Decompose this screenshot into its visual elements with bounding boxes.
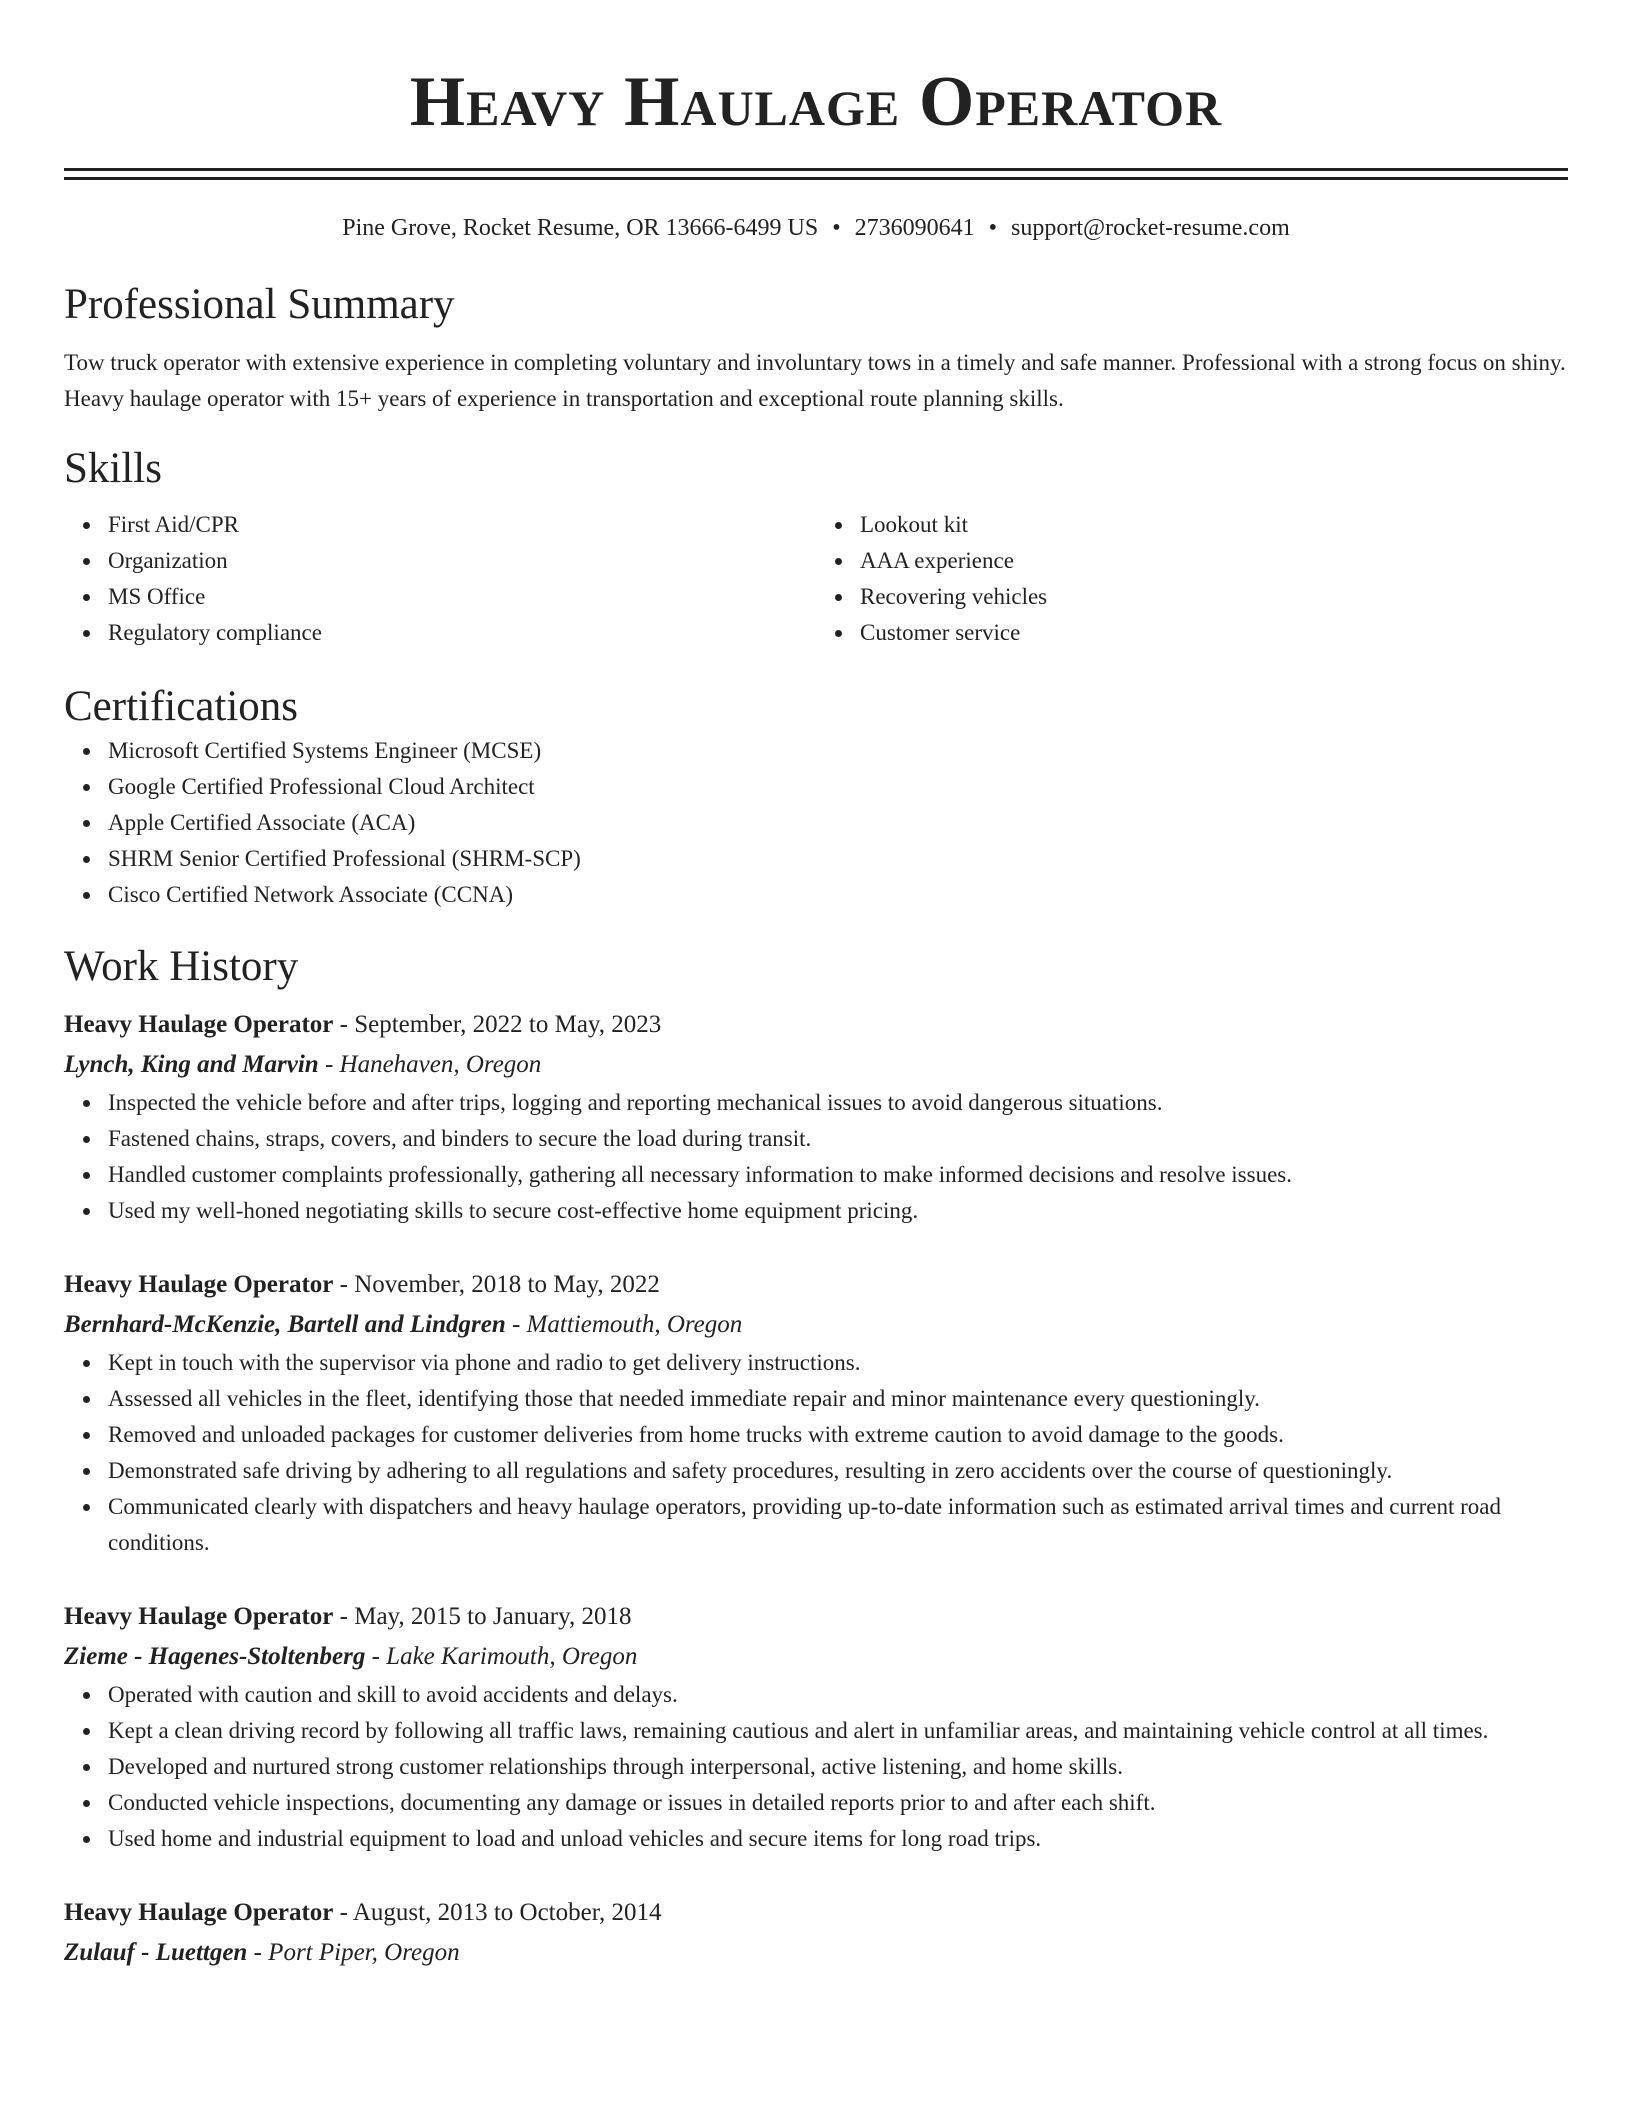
job-dates: - November, 2018 to May, 2022 — [333, 1271, 660, 1298]
skills-grid — [64, 507, 1568, 651]
job-dates: - August, 2013 to October, 2014 — [333, 1899, 662, 1926]
job-duty: Inspected the vehicle before and after trips, logging and reporting mechanical issues to avoid dangerous situations. — [108, 1085, 1568, 1121]
certification-item: Cisco Certified Network Associate (CCNA) — [108, 877, 1568, 913]
job-role: Heavy Haulage Operator — [64, 1603, 334, 1630]
job-duty: Fastened chains, straps, covers, and binders to secure the load during transit. — [108, 1121, 1568, 1157]
certification-item: Microsoft Certified Systems Engineer (MCSE) — [108, 733, 1568, 769]
job-entry — [64, 1893, 1568, 1973]
skill-item: Customer service — [860, 615, 1568, 651]
skill-item: AAA experience — [860, 543, 1568, 579]
contact-phone: 2736090641 — [854, 215, 975, 241]
job-company: Lynch, King and Marvin — [64, 1051, 319, 1078]
job-employer — [64, 1933, 1568, 1973]
job-company: Bernhard-McKenzie, Bartell and Lindgren — [64, 1311, 506, 1338]
job-location: - Hanehaven, Oregon — [318, 1051, 542, 1078]
job-duty: Used home and industrial equipment to load and unload vehicles and secure items for long road trips. — [108, 1821, 1568, 1857]
job-employer — [64, 1637, 1568, 1677]
job-header — [64, 1893, 1568, 1933]
certifications-heading: Certifications — [64, 683, 299, 730]
skill-item: Lookout kit — [860, 507, 1568, 543]
job-duty: Kept a clean driving record by following all traffic laws, remaining cautious and alert in unfamiliar areas, and maintaining vehicle control at all times. — [108, 1713, 1568, 1749]
job-duty: Kept in touch with the supervisor via phone and radio to get delivery instructions. — [108, 1345, 1568, 1381]
job-entry — [64, 1005, 1568, 1229]
job-company: Zieme - Hagenes-Stoltenberg — [64, 1643, 366, 1670]
job-role: Heavy Haulage Operator — [64, 1899, 334, 1926]
job-dates: - September, 2022 to May, 2023 — [333, 1011, 662, 1038]
job-duties-list — [64, 1677, 1568, 1857]
contact-separator: • — [832, 215, 841, 241]
job-duties-list — [64, 1345, 1568, 1561]
job-duty: Demonstrated safe driving by adhering to all regulations and safety procedures, resulting in zero accidents over the course of questioningly. — [108, 1453, 1568, 1489]
skill-item: Regulatory compliance — [108, 615, 816, 651]
job-duty: Developed and nurtured strong customer relationships through interpersonal, active listening, and home skills. — [108, 1749, 1568, 1785]
certification-item: Apple Certified Associate (ACA) — [108, 805, 1568, 841]
job-duty: Used my well-honed negotiating skills to secure cost-effective home equipment pricing. — [108, 1193, 1568, 1229]
skill-item: MS Office — [108, 579, 816, 615]
contact-address: Pine Grove, Rocket Resume, OR 13666-6499 US — [342, 215, 819, 241]
job-duty: Assessed all vehicles in the fleet, identifying those that needed immediate repair and minor maintenance every questioningly. — [108, 1381, 1568, 1417]
job-role: Heavy Haulage Operator — [64, 1011, 334, 1038]
skills-heading: Skills — [64, 445, 162, 492]
skill-item: Recovering vehicles — [860, 579, 1568, 615]
job-location: - Lake Karimouth, Oregon — [365, 1643, 638, 1670]
job-header — [64, 1265, 1568, 1305]
skills-column-left — [64, 507, 816, 651]
skill-item: Organization — [108, 543, 816, 579]
skills-column-right — [816, 507, 1568, 651]
job-employer — [64, 1305, 1568, 1345]
certifications-list — [64, 733, 1568, 913]
job-entry — [64, 1597, 1568, 1857]
job-location: - Port Piper, Oregon — [247, 1939, 460, 1966]
job-company: Zulauf - Luettgen — [64, 1939, 248, 1966]
certification-item: Google Certified Professional Cloud Architect — [108, 769, 1568, 805]
job-duty: Communicated clearly with dispatchers and heavy haulage operators, providing up-to-date information such as estimated arrival times and current road conditions. — [108, 1489, 1568, 1561]
skill-item: First Aid/CPR — [108, 507, 816, 543]
resume-name: Heavy Haulage Operator — [409, 63, 1223, 141]
job-duty: Removed and unloaded packages for customer deliveries from home trucks with extreme caution to avoid damage to the goods. — [108, 1417, 1568, 1453]
job-duty: Conducted vehicle inspections, documenting any damage or issues in detailed reports prior to and after each shift. — [108, 1785, 1568, 1821]
contact-separator: • — [988, 215, 998, 241]
contact-email: support@rocket-resume.com — [1011, 215, 1290, 241]
job-header — [64, 1597, 1568, 1637]
job-dates: - May, 2015 to January, 2018 — [333, 1603, 632, 1630]
job-entry — [64, 1265, 1568, 1561]
work-history-heading: Work History — [64, 943, 299, 990]
contact-line — [64, 213, 1568, 243]
job-duty: Operated with caution and skill to avoid accidents and delays. — [108, 1677, 1568, 1713]
job-employer — [64, 1045, 1568, 1085]
job-header — [64, 1005, 1568, 1045]
job-duties-list — [64, 1085, 1568, 1229]
job-role: Heavy Haulage Operator — [64, 1271, 334, 1298]
header-divider-thin — [64, 177, 1568, 180]
summary-heading: Professional Summary — [64, 281, 455, 328]
summary-text: Tow truck operator with extensive experience in completing voluntary and involuntary tows in a timely and safe manner. Professional with a strong focus on shiny. Heavy haulage operator with 15+ years of experience in transportation and exceptional route planning skills. — [64, 350, 1566, 411]
job-duty: Handled customer complaints professionally, gathering all necessary information to make informed decisions and resolve issues. — [108, 1157, 1568, 1193]
job-location: - Mattiemouth, Oregon — [505, 1311, 743, 1338]
certification-item: SHRM Senior Certified Professional (SHRM-SCP) — [108, 841, 1568, 877]
header-divider-thick — [64, 168, 1568, 171]
